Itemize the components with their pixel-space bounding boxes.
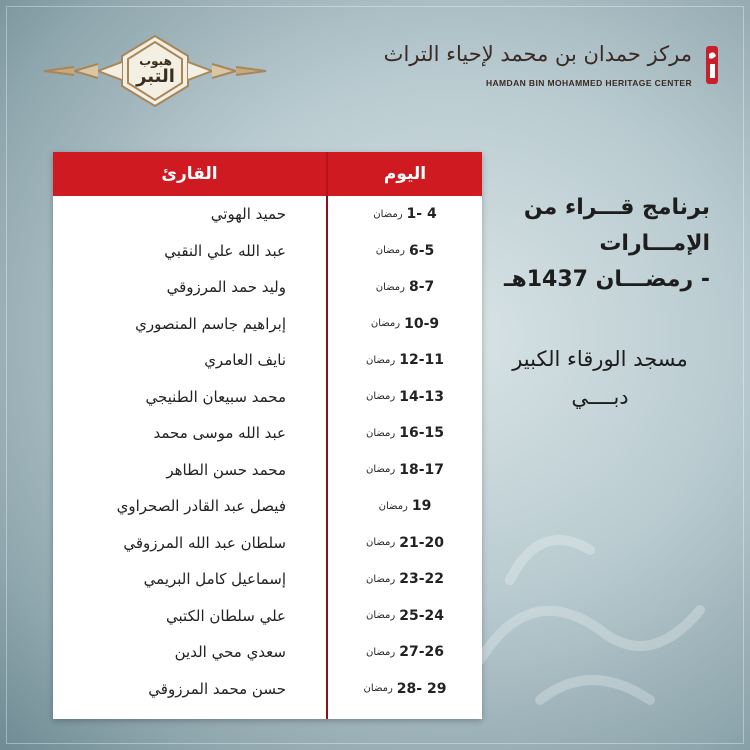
table-row [53, 561, 482, 598]
day-range: 23-22 [399, 571, 445, 588]
table-row [53, 525, 482, 562]
day-range: 1- 4 [406, 206, 437, 223]
table-row [53, 488, 482, 525]
day-cell [326, 196, 482, 233]
heritage-center-logo [383, 40, 722, 98]
table-row [53, 452, 482, 489]
table-row [53, 233, 482, 270]
reader-name: عبد الله علي النقبي [164, 241, 286, 260]
ramadan-label: رمضان [370, 318, 401, 330]
table-row [53, 634, 482, 671]
table-row [53, 598, 482, 635]
venue-city: دبــــي [571, 385, 629, 409]
ramadan-label: رمضان [365, 537, 396, 549]
ramadan-label: رمضان [375, 281, 405, 293]
day-range: 6-5 [408, 242, 435, 259]
reader-name: عبد الله موسى محمد [153, 424, 286, 443]
ramadan-label: رمضان [378, 500, 408, 512]
program-title-line1: برنامج قـــراء من [523, 195, 710, 220]
program-logo [38, 32, 273, 110]
ramadan-label: رمضان [365, 464, 396, 476]
table-body [53, 196, 482, 707]
program-title-line3: - رمضـــان 1437هـ [503, 267, 710, 292]
table-row [53, 269, 482, 306]
ramadan-label: رمضان [365, 573, 396, 585]
reader-name: محمد سبيعان الطنيجي [145, 387, 286, 406]
ornament-title-line1: هبوب [139, 54, 172, 69]
table-footer-space [53, 707, 482, 719]
day-range: 14-13 [399, 388, 445, 405]
day-range: 18-17 [399, 461, 445, 478]
center-name-english: HAMDAN BIN MOHAMMED HERITAGE CENTER [485, 78, 692, 88]
ramadan-label: رمضان [365, 427, 396, 439]
day-range: 12-11 [399, 352, 445, 369]
venue [490, 340, 710, 416]
day-range: 19 [411, 498, 432, 515]
table-header [53, 152, 482, 196]
reader-name: إسماعيل كامل البريمي [143, 570, 286, 589]
day-range: 21-20 [399, 534, 445, 551]
schedule-table [53, 152, 482, 719]
ramadan-label: رمضان [373, 208, 403, 220]
calligraphy-watermark-icon [450, 460, 730, 720]
day-range: 16-15 [399, 425, 445, 442]
ramadan-label: رمضان [363, 683, 393, 695]
reader-name: علي سلطان الكتبي [166, 606, 286, 625]
reader-name: محمد حسن الطاهر [166, 460, 286, 479]
reader-name: سعدي محي الدين [174, 643, 286, 662]
day-cell [326, 269, 482, 306]
table-row [53, 415, 482, 452]
day-cell [326, 306, 482, 343]
program-title-line2: الإمـــارات [599, 231, 710, 256]
table-row [53, 671, 482, 708]
table-row [53, 306, 482, 343]
center-name-arabic: مركز حمدان بن محمد لإحياء التراث [383, 42, 692, 66]
reader-name: نايف العامري [204, 351, 286, 370]
ornament-title-line2: التبر [136, 65, 175, 87]
day-range: 25-24 [399, 607, 445, 624]
table-row [53, 196, 482, 233]
reader-name: إبراهيم جاسم المنصوري [135, 314, 286, 333]
reader-name: سلطان عبد الله المرزوقي [123, 533, 286, 552]
day-range: 10-9 [404, 315, 440, 332]
ramadan-label: رمضان [375, 245, 405, 257]
header-reader: القارئ [161, 164, 218, 184]
program-title [490, 190, 710, 298]
header-day: اليوم [326, 152, 482, 196]
day-range: 28- 29 [396, 680, 447, 697]
venue-name: مسجد الورقاء الكبير [512, 347, 688, 371]
table-row [53, 342, 482, 379]
day-range: 8-7 [408, 279, 435, 296]
table-row [53, 379, 482, 416]
reader-name: فيصل عبد القادر الصحراوي [116, 497, 286, 516]
day-cell [326, 415, 482, 452]
center-emblem-icon [704, 44, 722, 86]
ramadan-label: رمضان [365, 610, 396, 622]
ramadan-label: رمضان [365, 646, 396, 658]
reader-name: حسن محمد المرزوقي [148, 679, 286, 698]
day-cell [326, 379, 482, 416]
day-cell [326, 233, 482, 270]
reader-name: وليد حمد المرزوقي [166, 278, 286, 297]
day-cell [326, 342, 482, 379]
day-range: 27-26 [399, 644, 445, 661]
reader-name: حميد الهوتي [210, 205, 286, 224]
ramadan-label: رمضان [365, 391, 396, 403]
ramadan-label: رمضان [365, 354, 396, 366]
